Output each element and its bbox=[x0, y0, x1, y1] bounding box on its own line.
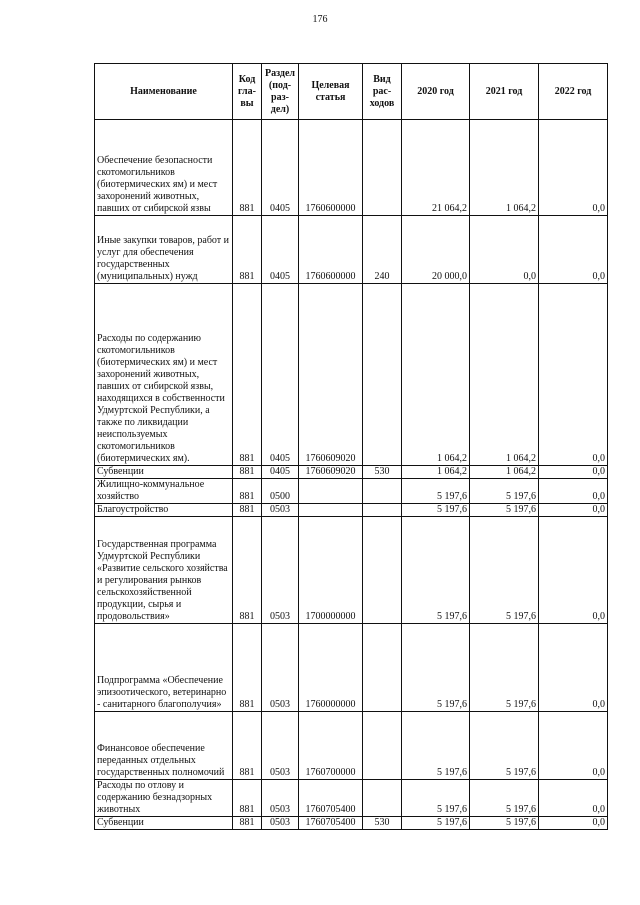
cell-section: 0503 bbox=[262, 780, 299, 817]
table-row bbox=[95, 817, 608, 830]
cell-chapter: 881 bbox=[233, 466, 262, 479]
cell-name bbox=[95, 817, 233, 830]
cell-2022: 0,0 bbox=[539, 504, 608, 517]
cell-2020: 5 197,6 bbox=[402, 817, 470, 830]
cell-section: 0503 bbox=[262, 517, 299, 624]
cell-2022: 0,0 bbox=[539, 517, 608, 624]
cell-target: 1760705400 bbox=[299, 780, 363, 817]
cell-2020: 5 197,6 bbox=[402, 479, 470, 504]
table-row bbox=[95, 120, 608, 216]
cell-2021: 5 197,6 bbox=[470, 479, 539, 504]
row-name-text: Жилищно-коммунальное хозяйство bbox=[97, 479, 205, 502]
cell-name bbox=[95, 284, 233, 466]
cell-chapter: 881 bbox=[233, 517, 262, 624]
cell-name bbox=[95, 517, 233, 624]
row-name-text: Расходы по отлову и содержанию безнадзорных животных bbox=[97, 780, 213, 815]
table-row bbox=[95, 284, 608, 466]
cell-chapter: 881 bbox=[233, 120, 262, 216]
cell-section: 0500 bbox=[262, 479, 299, 504]
cell-2021: 5 197,6 bbox=[470, 817, 539, 830]
cell-target: 1760600000 bbox=[299, 120, 363, 216]
cell-target: 1760609020 bbox=[299, 466, 363, 479]
header-expense: Вид рас- ходов bbox=[363, 64, 402, 120]
cell-target: 1760609020 bbox=[299, 284, 363, 466]
header-chapter: Код гла- вы bbox=[233, 64, 262, 120]
cell-2021: 1 064,2 bbox=[470, 466, 539, 479]
header-2020: 2020 год bbox=[402, 64, 470, 120]
cell-expense bbox=[363, 624, 402, 712]
header-name: Наименование bbox=[95, 64, 233, 120]
cell-expense bbox=[363, 517, 402, 624]
header-target: Целевая статья bbox=[299, 64, 363, 120]
table-row bbox=[95, 479, 608, 504]
cell-section: 0405 bbox=[262, 284, 299, 466]
cell-section: 0405 bbox=[262, 120, 299, 216]
table-row bbox=[95, 712, 608, 780]
budget-table bbox=[94, 63, 608, 830]
cell-expense bbox=[363, 504, 402, 517]
table-row bbox=[95, 624, 608, 712]
cell-expense bbox=[363, 120, 402, 216]
cell-target bbox=[299, 479, 363, 504]
cell-section: 0503 bbox=[262, 624, 299, 712]
cell-2020: 5 197,6 bbox=[402, 624, 470, 712]
cell-2022: 0,0 bbox=[539, 817, 608, 830]
cell-section: 0405 bbox=[262, 216, 299, 284]
table-row bbox=[95, 216, 608, 284]
cell-name bbox=[95, 624, 233, 712]
cell-chapter: 881 bbox=[233, 479, 262, 504]
table-row bbox=[95, 466, 608, 479]
row-name-text: Субвенции bbox=[97, 466, 144, 477]
row-name-text: Субвенции bbox=[97, 817, 144, 828]
row-name-text: Благоустройство bbox=[97, 504, 169, 515]
row-name-text: Расходы по содержанию скотомогильников (биотермических ям) и мест захоронений животных, павших от сибирской язвы, находящихся в собственности Удмуртской Республики, а также по ликвидации неиспользуемых скотомогильников (биотермических ям). bbox=[97, 333, 225, 464]
cell-chapter: 881 bbox=[233, 624, 262, 712]
page-number: 176 bbox=[312, 14, 328, 25]
cell-target: 1760705400 bbox=[299, 817, 363, 830]
cell-expense: 530 bbox=[363, 466, 402, 479]
cell-2021: 5 197,6 bbox=[470, 504, 539, 517]
cell-2021: 5 197,6 bbox=[470, 624, 539, 712]
cell-2022: 0,0 bbox=[539, 284, 608, 466]
header-row bbox=[95, 64, 608, 120]
cell-target bbox=[299, 504, 363, 517]
row-name-text: Государственная программа Удмуртской Республики «Развитие сельского хозяйства и регулирования рынков сельскохозяйственной продукции, сырья и продовольствия» bbox=[97, 539, 228, 622]
cell-2021: 1 064,2 bbox=[470, 120, 539, 216]
cell-name bbox=[95, 504, 233, 517]
cell-expense bbox=[363, 780, 402, 817]
cell-section: 0503 bbox=[262, 504, 299, 517]
cell-2020: 20 000,0 bbox=[402, 216, 470, 284]
row-name-text: Финансовое обеспечение переданных отдельных государственных полномочий bbox=[97, 743, 225, 778]
cell-2021: 5 197,6 bbox=[470, 780, 539, 817]
cell-2022: 0,0 bbox=[539, 216, 608, 284]
header-section: Раздел (под- раз- дел) bbox=[262, 64, 299, 120]
cell-name bbox=[95, 479, 233, 504]
cell-2021: 0,0 bbox=[470, 216, 539, 284]
cell-target: 1700000000 bbox=[299, 517, 363, 624]
cell-target: 1760700000 bbox=[299, 712, 363, 780]
cell-target: 1760600000 bbox=[299, 216, 363, 284]
cell-name bbox=[95, 120, 233, 216]
table-row bbox=[95, 517, 608, 624]
cell-chapter: 881 bbox=[233, 712, 262, 780]
cell-chapter: 881 bbox=[233, 780, 262, 817]
cell-2022: 0,0 bbox=[539, 120, 608, 216]
cell-chapter: 881 bbox=[233, 817, 262, 830]
header-2022: 2022 год bbox=[539, 64, 608, 120]
cell-2022: 0,0 bbox=[539, 479, 608, 504]
cell-section: 0405 bbox=[262, 466, 299, 479]
cell-expense: 240 bbox=[363, 216, 402, 284]
table-row bbox=[95, 504, 608, 517]
cell-section: 0503 bbox=[262, 712, 299, 780]
cell-2020: 1 064,2 bbox=[402, 466, 470, 479]
cell-2020: 5 197,6 bbox=[402, 712, 470, 780]
cell-2021: 5 197,6 bbox=[470, 517, 539, 624]
cell-expense bbox=[363, 479, 402, 504]
cell-2022: 0,0 bbox=[539, 624, 608, 712]
cell-target: 1760000000 bbox=[299, 624, 363, 712]
row-name-text: Подпрограмма «Обеспечение эпизоотического, ветеринарно - санитарного благополучия» bbox=[97, 675, 227, 710]
cell-2022: 0,0 bbox=[539, 780, 608, 817]
cell-2021: 1 064,2 bbox=[470, 284, 539, 466]
cell-2020: 21 064,2 bbox=[402, 120, 470, 216]
cell-chapter: 881 bbox=[233, 216, 262, 284]
cell-section: 0503 bbox=[262, 817, 299, 830]
cell-name bbox=[95, 216, 233, 284]
cell-2022: 0,0 bbox=[539, 712, 608, 780]
cell-expense bbox=[363, 712, 402, 780]
cell-chapter: 881 bbox=[233, 284, 262, 466]
row-name-text: Иные закупки товаров, работ и услуг для обеспечения государственных (муниципальных) нужд bbox=[97, 235, 230, 282]
cell-2021: 5 197,6 bbox=[470, 712, 539, 780]
table-row bbox=[95, 780, 608, 817]
cell-2020: 5 197,6 bbox=[402, 517, 470, 624]
cell-2020: 1 064,2 bbox=[402, 284, 470, 466]
cell-chapter: 881 bbox=[233, 504, 262, 517]
cell-2020: 5 197,6 bbox=[402, 780, 470, 817]
row-name-text: Обеспечение безопасности скотомогильников (биотермических ям) и мест захоронений животных, павших от сибирской язвы bbox=[97, 155, 218, 214]
cell-name bbox=[95, 712, 233, 780]
cell-2020: 5 197,6 bbox=[402, 504, 470, 517]
cell-2022: 0,0 bbox=[539, 466, 608, 479]
cell-expense bbox=[363, 284, 402, 466]
cell-expense: 530 bbox=[363, 817, 402, 830]
cell-name bbox=[95, 780, 233, 817]
header-2021: 2021 год bbox=[470, 64, 539, 120]
cell-name bbox=[95, 466, 233, 479]
